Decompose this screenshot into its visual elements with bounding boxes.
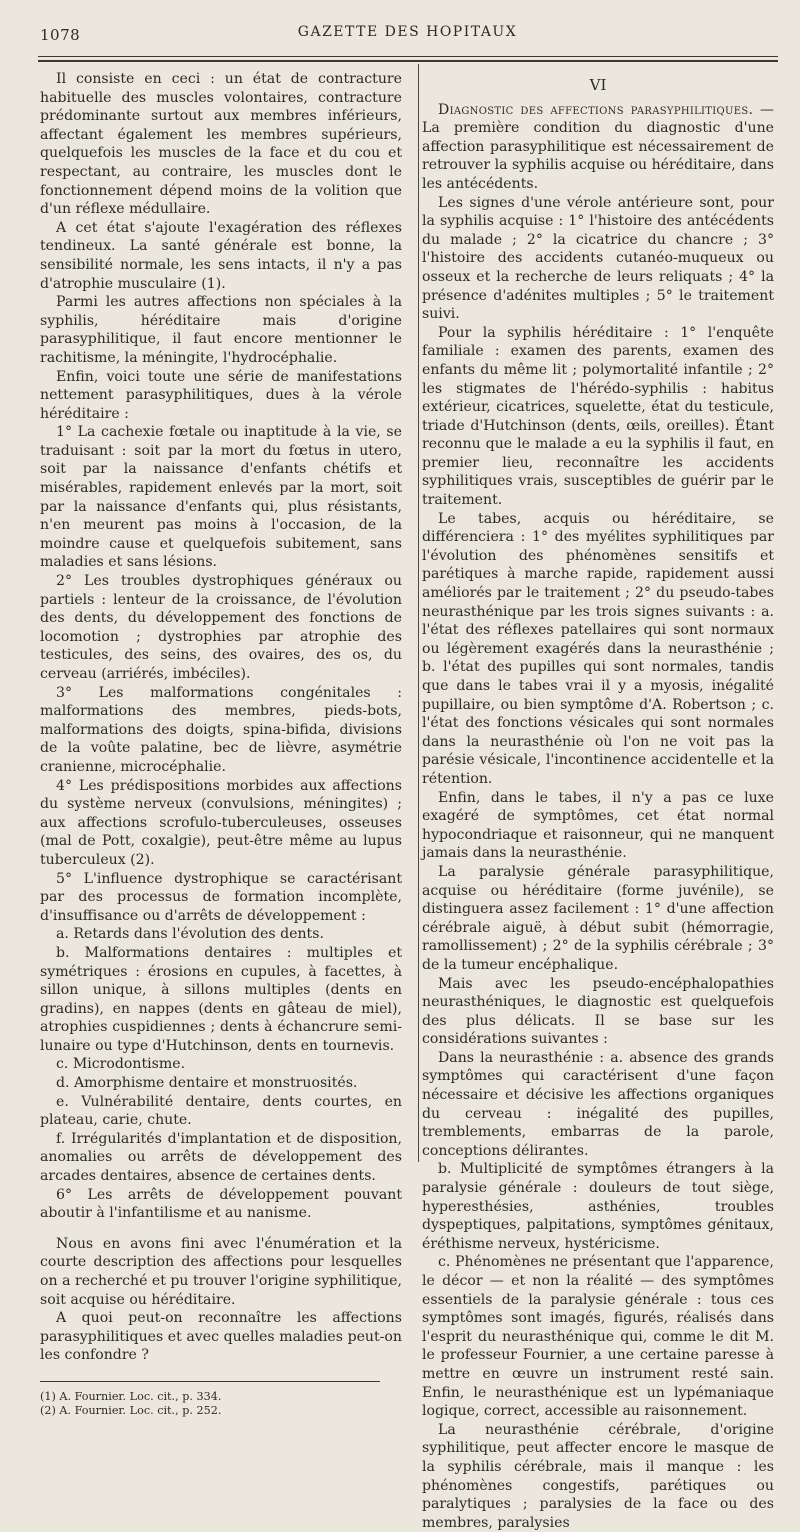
sub-item: e. Vulnérabilité dentaire, dents courtes, en plateau, carie, chute.: [40, 1093, 402, 1129]
sub-item: b. Malformations dentaires : multiples et symétriques : érosions en cupules, à facettes, à sillon unique, à sillons multiples (dents en gradins), en nappes (dents en gâteau de miel), atrophies cuspidiennes ; dents à échancrure semi-lunaire ou type d'Hutchinson, dents en tournevis.: [40, 944, 402, 1054]
paragraph: La neurasthénie cérébrale, d'origine syphilitique, peut affecter encore le masque de la syphilis cérébrale, mais il manque : les phénomènes congestifs, parétiques ou paralytiques ; paralysies de la face ou des membres, paralysies: [422, 1421, 774, 1531]
sub-item: c. Microdontisme.: [56, 1056, 186, 1073]
list-item: 1° La cachexie fœtale ou inaptitude à la vie, se traduisant : soit par la mort du fœtus in utero, soit par la naissance d'enfants chétifs et misérables, rapidement enlevés par la mort, soit par la naissance d'enfants qui, plus résistants, n'en meurent pas moins à l'occasion, de la moindre cause et quelquefois subitement, sans maladies et sans lésions.: [40, 424, 402, 571]
paragraph: Mais avec les pseudo-encéphalopathies neurasthéniques, le diagnostic est quelquefois des plus délicats. Il se base sur les considérations suivantes :: [422, 975, 774, 1048]
paragraph: Le tabes, acquis ou héréditaire, se différenciera : 1° des myélites syphilitiques par l'évolution des phénomènes sensitifs et parétiques à marche rapide, rapidement aussi améliorés par le traitement ; 2° du pseudo-tabes neurasthénique par les trois signes suivants : a. l'état des réflexes patellaires qui sont normaux ou légèrement exagérés dans la neurasthénie ; b. l'état des pupilles qui sont normales, tandis que dans le tabes vrai il y a myosis, inégalité pupillaire, ou bien symptôme d'A. Robertson ; c. l'état des fonctions vésicales qui sont normales dans la neurasthénie où l'on ne voit pas la parésie vésicale, l'incontinence accidentelle et la rétention.: [422, 510, 774, 787]
paragraph: [422, 101, 774, 194]
list-item: 6° Les arrêts de développement pouvant aboutir à l'infantilisme et au nanisme.: [40, 1186, 402, 1222]
paragraph: b. Multiplicité de symptômes étrangers à la paralysie générale : douleurs de tout siège, hyperesthésies, asthénies, troubles dyspeptiques, palpitations, symptômes génitaux, éréthisme nerveux, hystéricisme.: [422, 1161, 774, 1252]
section-numeral: VI: [589, 76, 607, 94]
paragraph: Pour la syphilis héréditaire : 1° l'enquête familiale : examen des parents, examen des enfants du même lit ; polymortalité infantile ; 2° les stigmates de l'hérédo-syphilis : habitus extérieur, cicatrices, squelette, état du testicule, triade d'Hutchinson (dents, œils, oreilles). Étant reconnu que le malade a eu la syphilis il faut, en premier lieu, reconnaître les accidents syphilitiques vrais, susceptibles de guérir par le traitement.: [422, 324, 774, 509]
paragraph: Il consiste en ceci : un état de contracture habituelle des muscles volontaires, contracture prédominante surtout aux membres inférieurs, affectant également les membres supérieurs, quelquefois les muscles de la face et du cou et respectant, au contraire, les muscles dont le fonctionnement dépend moins de la volition que d'un réflexe médullaire.: [40, 71, 402, 218]
header-rule-top: [38, 56, 778, 57]
header-rule-bottom: [38, 60, 778, 62]
footnote: (1) A. Fournier. Loc. cit., p. 334.: [40, 1389, 222, 1403]
paragraph-gap: [40, 1223, 402, 1235]
sub-item: d. Amorphisme dentaire et monstruosités.: [56, 1075, 358, 1092]
paragraph: c. Phénomènes ne présentant que l'apparence, le décor — et non la réalité — des symptômes essentiels de la paralysie générale : tous ces symptômes sont imagés, figurés, réalisés dans l'esprit du neurasthénique qui, comme le dit M. le professeur Fournier, a une certaine paresse à mettre en œuvre un instrument resté sain. Enfin, le neurasthénique est un lypémaniaque logique, correct, accessible au raisonnement.: [422, 1254, 774, 1420]
list-item: 3° Les malformations congénitales : malformations des membres, pieds-bots, malformations des doigts, spina-bifida, divisions de la voûte palatine, bec de lièvre, asymétrie cranienne, microcéphalie.: [40, 684, 402, 775]
footnote: (2) A. Fournier. Loc. cit., p. 252.: [40, 1403, 222, 1417]
list-item: 5° L'influence dystrophique se caractérisant par des processus de formation incomplète, d'insuffisance ou d'arrêts de développement :: [40, 870, 402, 924]
paragraph: A quoi peut-on reconnaître les affections parasyphilitiques et avec quelles maladies peut-on les confondre ?: [40, 1310, 402, 1364]
left-column: [40, 70, 402, 1418]
section-heading: Diagnostic des affections parasyphilitiques.: [438, 101, 754, 118]
list-item: 4° Les prédispositions morbides aux affections du système nerveux (convulsions, méningites) ; aux affections scrofulo-tuberculeuses, osseuses (mal de Pott, coxalgie), peut-être même au lupus tuberculeux (2).: [40, 777, 402, 868]
list-item: 2° Les troubles dystrophiques généraux ou partiels : lenteur de la croissance, de l'évolution des dents, du développement des fonctions de locomotion ; dystrophies par atrophie des testicules, des seins, des ovaires, des os, du cerveau (arriérés, imbéciles).: [40, 573, 402, 682]
paragraph: Enfin, voici toute une série de manifestations nettement parasyphilitiques, dues à la vérole héréditaire :: [40, 368, 402, 422]
paragraph: Dans la neurasthénie : a. absence des grands symptômes qui caractérisent d'une façon nécessaire et décisive les affections organiques du cerveau : inégalité des pupilles, tremblements, embarras de la parole, conceptions délirantes.: [422, 1049, 774, 1159]
paragraph: La paralysie générale parasyphilitique, acquise ou héréditaire (forme juvénile), se distinguera assez facilement : 1° d'une affection cérébrale aiguë, à début subit (hémorragie, ramollissement) ; 2° de la syphilis cérébrale ; 3° de la tumeur encéphalique.: [422, 863, 774, 973]
paragraph: Nous en avons fini avec l'énumération et la courte description des affections pour lesquelles on a recherché et pu trouver l'origine syphilitique, soit acquise ou héréditaire.: [40, 1235, 402, 1308]
right-column: [422, 70, 774, 1532]
footnote-rule: [40, 1381, 380, 1382]
paragraph-text: — La première condition du diagnostic d'une affection parasyphilitique est nécessairement de retrouver la syphilis acquise ou héréditaire, dans les antécédents.: [422, 101, 774, 192]
paragraph: A cet état s'ajoute l'exagération des réflexes tendineux. La santé générale est bonne, la sensibilité normale, les sens intacts, il n'y a pas d'atrophie musculaire (1).: [40, 219, 402, 292]
column-divider: [418, 64, 419, 1162]
paragraph: Enfin, dans le tabes, il n'y a pas ce luxe exagéré de symptômes, cet état normal hypocondriaque et raisonneur, qui ne manquent jamais dans la neurasthénie.: [422, 789, 774, 862]
page-number: 1078: [40, 26, 81, 44]
paragraph: Les signes d'une vérole antérieure sont, pour la syphilis acquise : 1° l'histoire des antécédents du malade ; 2° la cicatrice du chancre ; 3° l'histoire des accidents cutanéo-muqueux ou osseux et la recherche de leurs reliquats ; 4° la présence d'adénites multiples ; 5° le traitement suivi.: [422, 194, 774, 323]
paragraph: Parmi les autres affections non spéciales à la syphilis, héréditaire mais d'origine parasyphilitique, il faut encore mentionner le rachitisme, la méningite, l'hydrocéphalie.: [40, 294, 402, 366]
page-header: [40, 22, 775, 54]
sub-item: f. Irrégularités d'implantation et de disposition, anomalies ou arrêts de développement des arcades dentaires, absence de certaines dents.: [40, 1130, 402, 1185]
sub-item: a. Retards dans l'évolution des dents.: [56, 926, 324, 943]
journal-title: GAZETTE DES HOPITAUX: [297, 24, 518, 40]
